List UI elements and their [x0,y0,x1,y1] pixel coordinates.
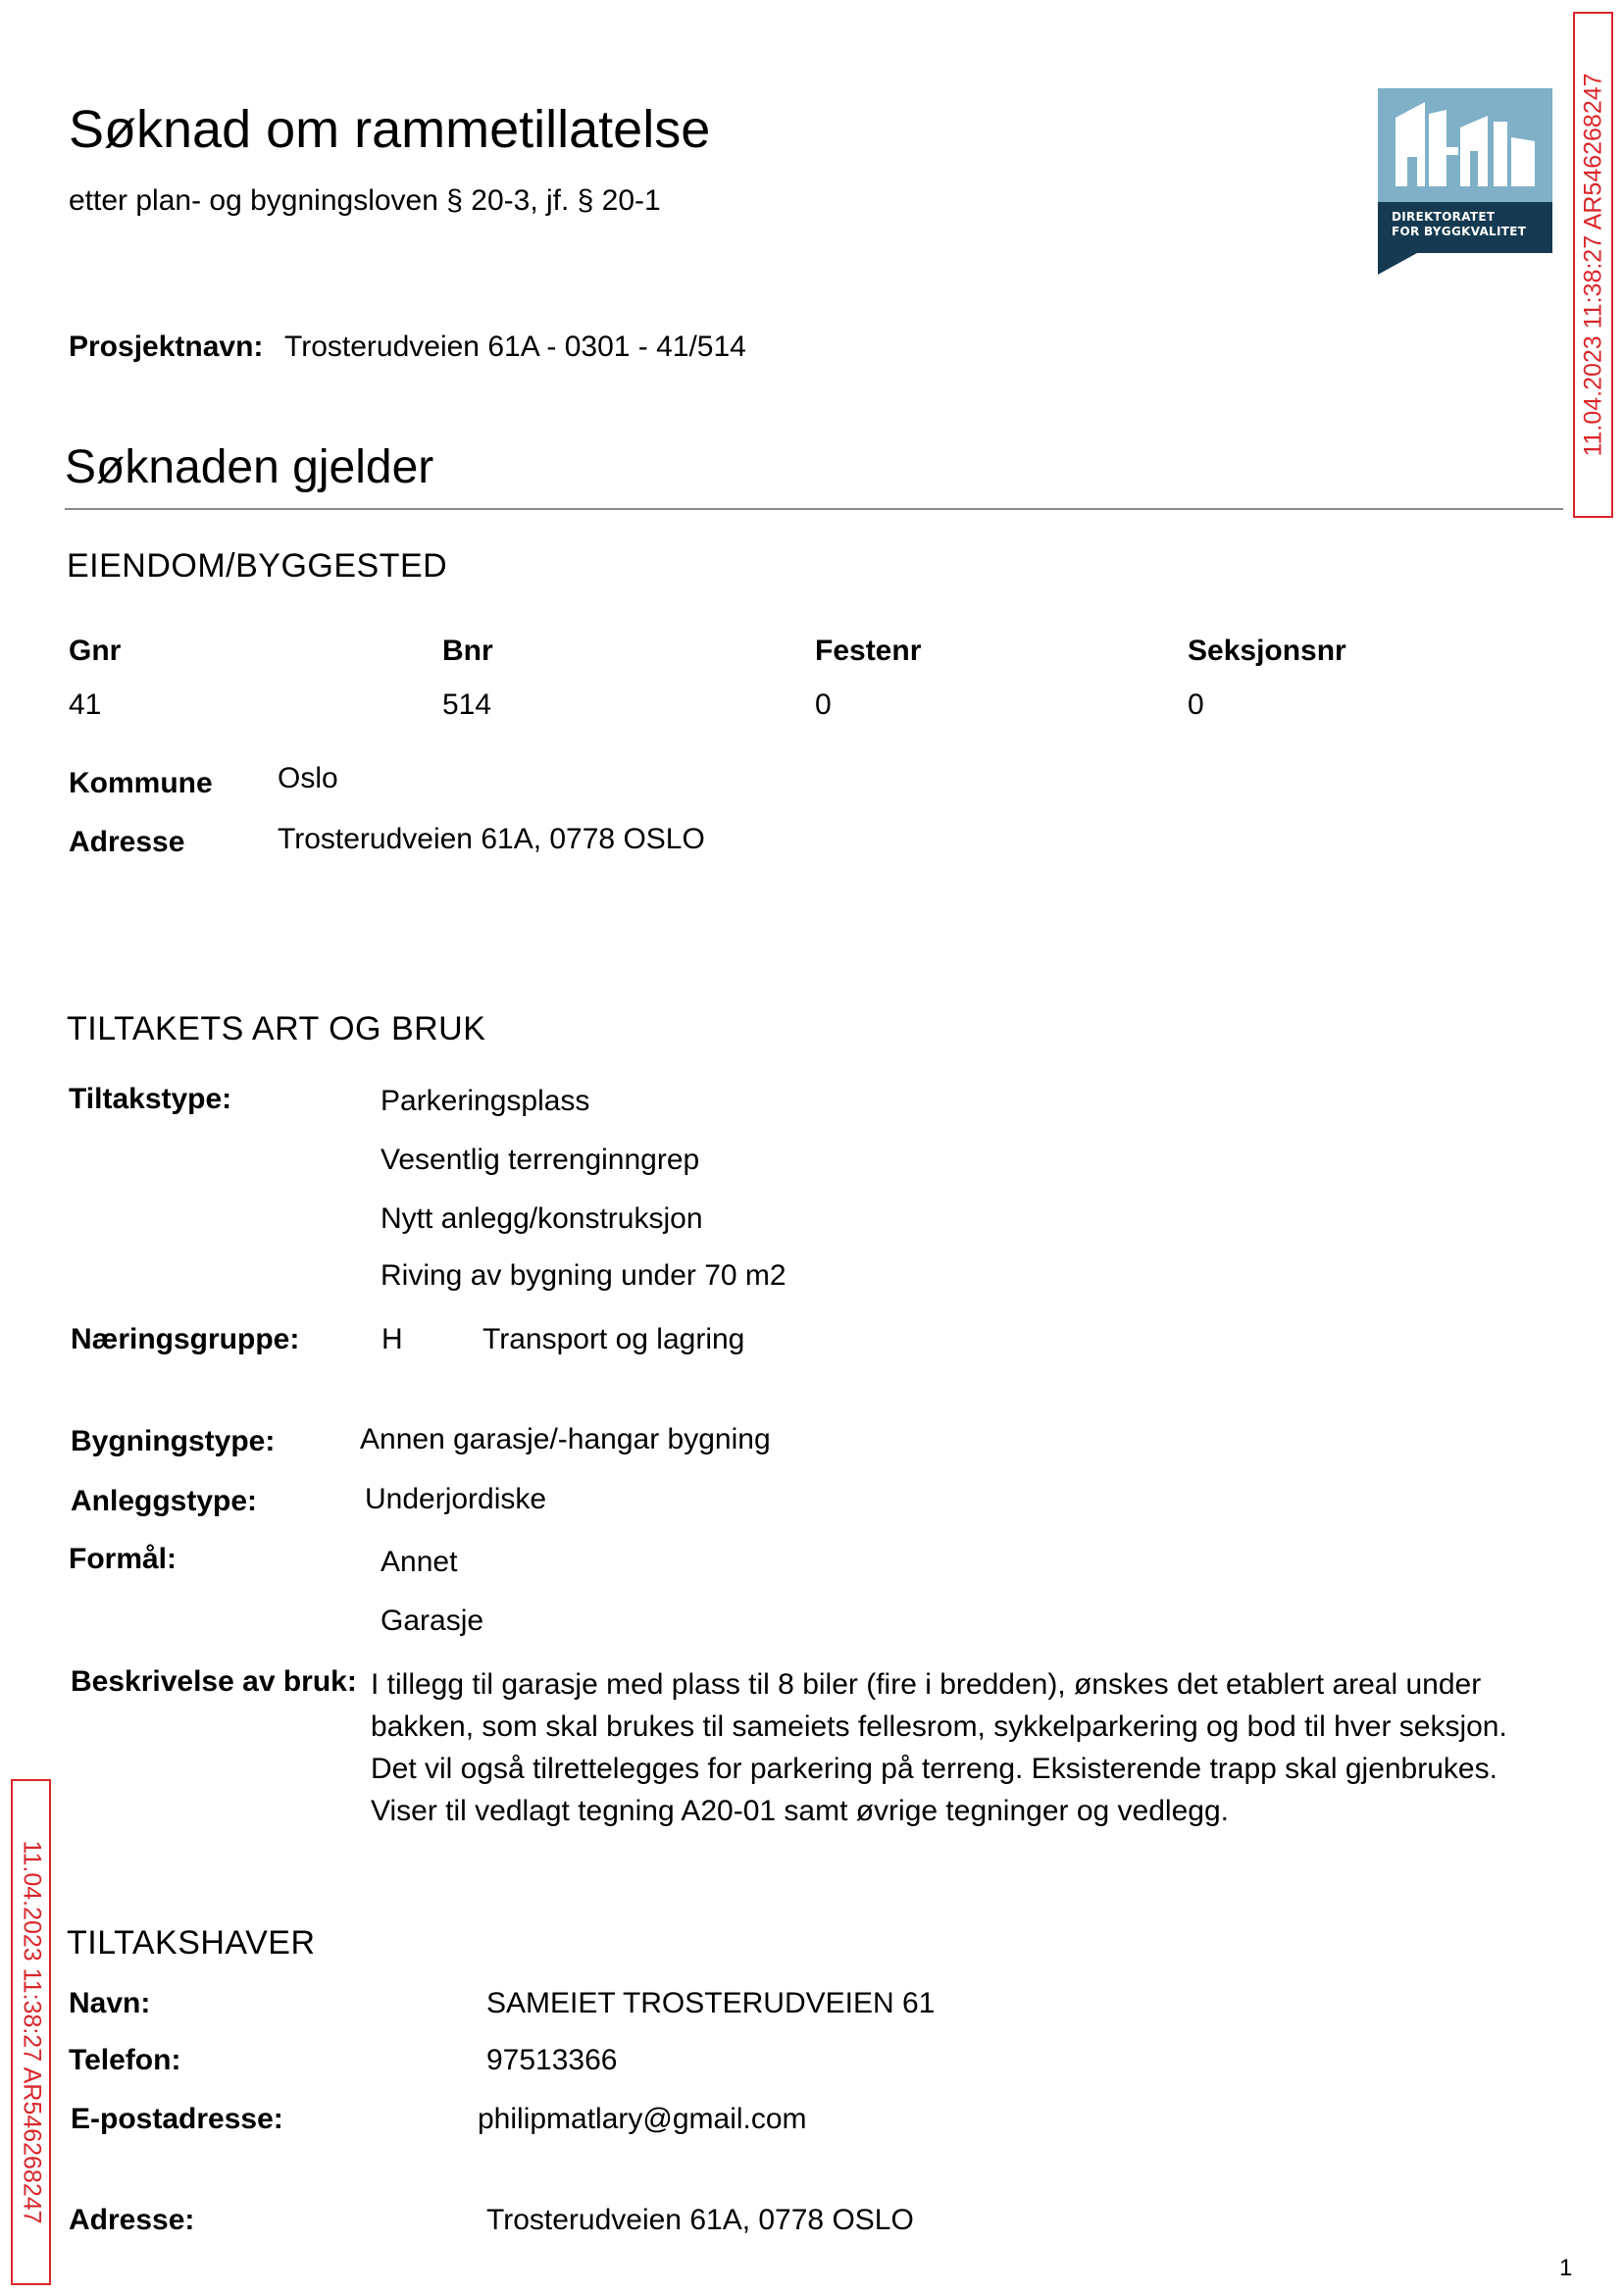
bnr-label: Bnr [442,635,493,667]
seksjonsnr-label: Seksjonsnr [1188,635,1346,667]
owner-phone-label: Telefon: [69,2044,181,2076]
owner-phone-value: 97513366 [486,2044,618,2076]
purpose-label: Formål: [69,1543,178,1575]
owner-name-value: SAMEIET TROSTERUDVEIEN 61 [486,1987,936,2019]
measure-type-item: Nytt anlegg/konstruksjon [381,1202,703,1235]
industry-label: Næringsgruppe: [71,1323,300,1355]
dibk-logo [1378,88,1552,275]
gnr-value: 41 [69,688,102,721]
owner-heading: TILTAKSHAVER [67,1924,316,1962]
receipt-stamp-bottom-left [11,1779,51,2285]
owner-name-label: Navn: [69,1987,151,2019]
owner-address-value: Trosterudveien 61A, 0778 OSLO [486,2204,914,2236]
bnr-value: 514 [442,688,492,721]
measure-type-item: Vesentlig terrenginngrep [381,1144,700,1176]
kommune-label: Kommune [69,767,213,799]
usage-label: Beskrivelse av bruk: [71,1665,357,1698]
logo-emblem [1378,88,1552,202]
industry-code: H [381,1323,403,1355]
logo-tail [1378,253,1417,275]
receipt-stamp-top-right [1573,12,1613,518]
building-type-label: Bygningstype: [71,1425,276,1457]
receipt-stamp-text: 11.04.2023 11:38:27 AR546268247 [1579,73,1606,457]
adresse-value: Trosterudveien 61A, 0778 OSLO [278,823,705,855]
logo-building-icon [1378,88,1552,202]
document-subtitle: etter plan- og bygningsloven § 20-3, jf. § 20-1 [69,184,661,217]
measure-type-item: Parkeringsplass [381,1085,590,1117]
festenr-label: Festenr [815,635,922,667]
property-heading: EIENDOM/BYGGESTED [67,547,448,585]
purpose-item: Garasje [381,1605,484,1637]
owner-address-label: Adresse: [69,2204,195,2236]
festenr-value: 0 [815,688,832,721]
logo-wordmark: DIREKTORATET FOR BYGGKVALITET [1392,210,1527,238]
facility-type-value: Underjordiske [365,1483,547,1515]
kommune-value: Oslo [278,762,338,794]
facility-type-label: Anleggstype: [71,1485,258,1517]
project-name-label: Prosjektnavn: [69,331,264,363]
page-number: 1 [1559,2255,1573,2281]
measure-type-label: Tiltakstype: [69,1083,232,1115]
owner-email-label: E-postadresse: [71,2103,283,2135]
usage-description: I tillegg til garasje med plass til 8 biler (fire i bredden), ønskes det etablert areal under bakken, som skal brukes til sameiets fellesrom, sykkelparkering og bod til hver seksjon. Det vil også tilrettelegges for parkering på terreng. Eksisterende trapp skal gjenbrukes. Viser til vedlagt tegning A20-01 samt øvrige tegninger og vedlegg. [371,1668,1507,1827]
section-divider [65,508,1563,510]
gnr-label: Gnr [69,635,122,667]
seksjonsnr-value: 0 [1188,688,1204,721]
section-heading: Søknaden gjelder [65,441,434,493]
receipt-stamp-text: 11.04.2023 11:38:27 AR546268247 [18,1840,45,2224]
measure-type-item: Riving av bygning under 70 m2 [381,1259,787,1292]
purpose-item: Annet [381,1546,458,1578]
project-name-value: Trosterudveien 61A - 0301 - 41/514 [284,331,746,363]
industry-name: Transport og lagring [482,1323,745,1355]
document-title: Søknad om rammetillatelse [69,100,711,159]
owner-email-value: philipmatlary@gmail.com [478,2103,807,2135]
building-type-value: Annen garasje/-hangar bygning [360,1423,771,1455]
adresse-label: Adresse [69,826,185,858]
measure-heading: TILTAKETS ART OG BRUK [67,1010,486,1047]
